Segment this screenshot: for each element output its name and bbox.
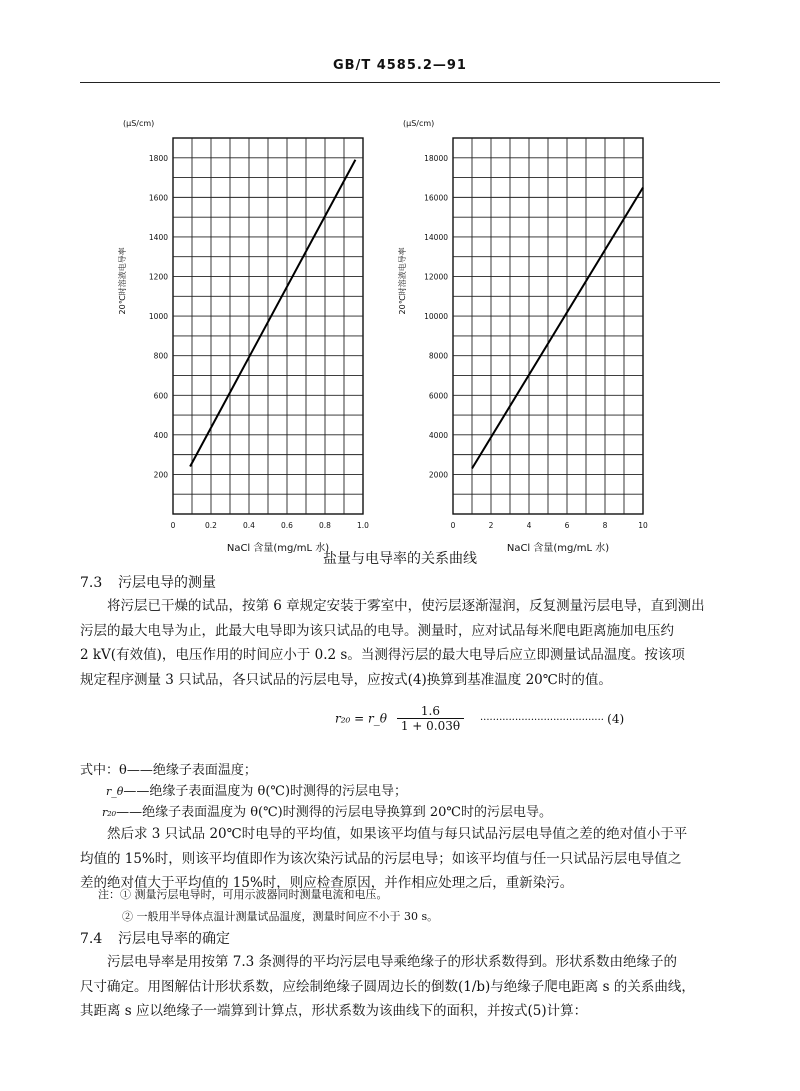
y-tick-label: 800 [153, 351, 168, 361]
paragraph-line: 规定程序测量 3 只试品，各只试品的污层电导，应按式(4)换算到基准温度 20℃时的值。 [80, 671, 612, 688]
y-tick-label: 600 [153, 391, 168, 401]
definition-symbol: 式中：θ [80, 763, 127, 778]
formula-fraction [397, 704, 464, 733]
chart-left [105, 110, 395, 554]
definition-row [80, 760, 552, 781]
y-axis-label: 20℃时溶液电导率 [398, 247, 407, 315]
x-tick-label: 2 [488, 521, 494, 530]
section-number: 7.3 [80, 575, 103, 591]
definition-text: ——绝缘子表面温度为 θ(℃)时测得的污层电导换算到 20℃时的污层电导。 [116, 805, 552, 820]
notes [98, 884, 438, 928]
definition-row [80, 802, 552, 823]
y-tick-label: 400 [153, 430, 168, 440]
x-tick-label: 10 [638, 521, 648, 530]
formula-leader [480, 712, 624, 726]
formula-number: (4) [607, 712, 625, 726]
y-unit-label: (μS/cm) [123, 119, 155, 128]
header-rule [80, 82, 720, 83]
x-axis-label: NaCl 含量(mg/mL 水) [506, 543, 610, 554]
section-number: 7.4 [80, 931, 103, 947]
formula-lhs: r₂₀ = r_θ [335, 711, 388, 726]
data-line [190, 160, 355, 467]
y-tick-label: 1400 [148, 232, 168, 242]
x-tick-label: 0 [170, 521, 176, 530]
definition-text: ——绝缘子表面温度为 θ(℃)时测得的污层电导； [123, 784, 408, 799]
paragraph-line: 污层的最大电导为止，此最大电导即为该只试品的电导。测量时，应对试品每米爬电距离施加电压约 [80, 622, 674, 639]
paragraph-line: 将污层已干燥的试品，按第 6 章规定安装于雾室中，使污层逐渐湿润，反复测量污层电导，直到测出 [107, 598, 705, 614]
x-tick-label: 0.8 [319, 521, 331, 530]
y-tick-label: 2000 [428, 470, 448, 480]
y-tick-label: 6000 [428, 391, 448, 401]
paragraph-line: 均值的 15%时，则该平均值即作为该次染污试品的污层电导；如该平均值与任一只试品污层电导值之 [80, 850, 682, 867]
y-tick-label: 10000 [424, 312, 448, 322]
section-7-4-heading [80, 928, 230, 948]
formula-4 [335, 704, 464, 733]
formula-denominator: 1 + 0.03θ [400, 719, 461, 733]
paragraph-line: 然后求 3 只试品 20℃时电导的平均值，如果该平均值与每只试品污层电导值之差的绝对值小于平 [107, 826, 688, 842]
y-tick-label: 16000 [424, 193, 448, 203]
paragraph-line: 尺寸确定。用图解估计形状系数，应绘制绝缘子圆周边长的倒数(1/b)与绝缘子爬电距离 s 的关系曲线， [80, 978, 695, 995]
y-tick-label: 8000 [428, 351, 448, 361]
y-tick-label: 200 [153, 470, 168, 480]
y-tick-label: 1600 [148, 193, 168, 203]
definition-row [80, 781, 552, 802]
x-tick-label: 0.6 [281, 521, 293, 530]
figure-caption: 盐量与电导率的关系曲线 [323, 551, 477, 567]
x-axis-label: NaCl 含量(mg/mL 水) [226, 543, 330, 554]
x-tick-label: 0 [450, 521, 456, 530]
section-7-3-body [80, 594, 720, 692]
paragraph-line: 差的绝对值大于平均值的 15%时，则应检查原因，并作相应处理之后，重新染污。 [80, 875, 574, 891]
y-tick-label: 1200 [148, 272, 168, 282]
y-tick-label: 4000 [428, 430, 448, 440]
y-tick-label: 14000 [424, 232, 448, 242]
paragraph-line: 污层电导率是用按第 7.3 条测得的平均污层电导乘绝缘子的形状系数得到。形状系数由绝缘子的 [107, 954, 678, 970]
formula-dots: ······································· [480, 715, 604, 726]
section-7-4-body [80, 950, 720, 1024]
note-item: ② 一般用半导体点温计测量试品温度，测量时间应不小于 30 s。 [122, 910, 439, 923]
y-tick-label: 1000 [148, 312, 168, 322]
paragraph-line: 其距离 s 应以绝缘子一端算到计算点，形状系数为该曲线下的面积，并按式(5)计算： [80, 1003, 588, 1019]
definition-symbol: r_θ [106, 785, 124, 798]
chart-right [385, 110, 675, 554]
definition-symbol: r₂₀ [102, 806, 117, 819]
formula-numerator: 1.6 [397, 704, 464, 719]
paragraph-line: 2 kV(有效值)，电压作用的时间应小于 0.2 s。当测得污层的最大电导后应立即测量试品温度。按该项 [80, 647, 685, 663]
section-title: 污层电导的测量 [118, 575, 216, 591]
formula-definitions [80, 760, 552, 823]
x-tick-label: 4 [526, 521, 532, 530]
y-tick-label: 18000 [424, 153, 448, 163]
section-title: 污层电导率的确定 [118, 931, 230, 947]
y-tick-label: 1800 [148, 153, 168, 163]
header-standard-code: GB/T 4585.2—91 [333, 58, 467, 73]
x-tick-label: 1.0 [357, 521, 369, 530]
data-line [472, 187, 643, 468]
y-axis-label: 20℃时溶液电导率 [118, 247, 127, 315]
section-7-3-heading [80, 572, 216, 592]
y-unit-label: (μS/cm) [403, 119, 435, 128]
y-tick-label: 12000 [424, 272, 448, 282]
x-tick-label: 0.4 [243, 521, 255, 530]
x-tick-label: 8 [602, 521, 608, 530]
note-item: 注：① 测量污层电导时，可用示波器同时测量电流和电压。 [98, 888, 388, 901]
definition-text: ——绝缘子表面温度； [126, 763, 257, 778]
x-tick-label: 0.2 [205, 521, 217, 530]
x-tick-label: 6 [564, 521, 570, 530]
